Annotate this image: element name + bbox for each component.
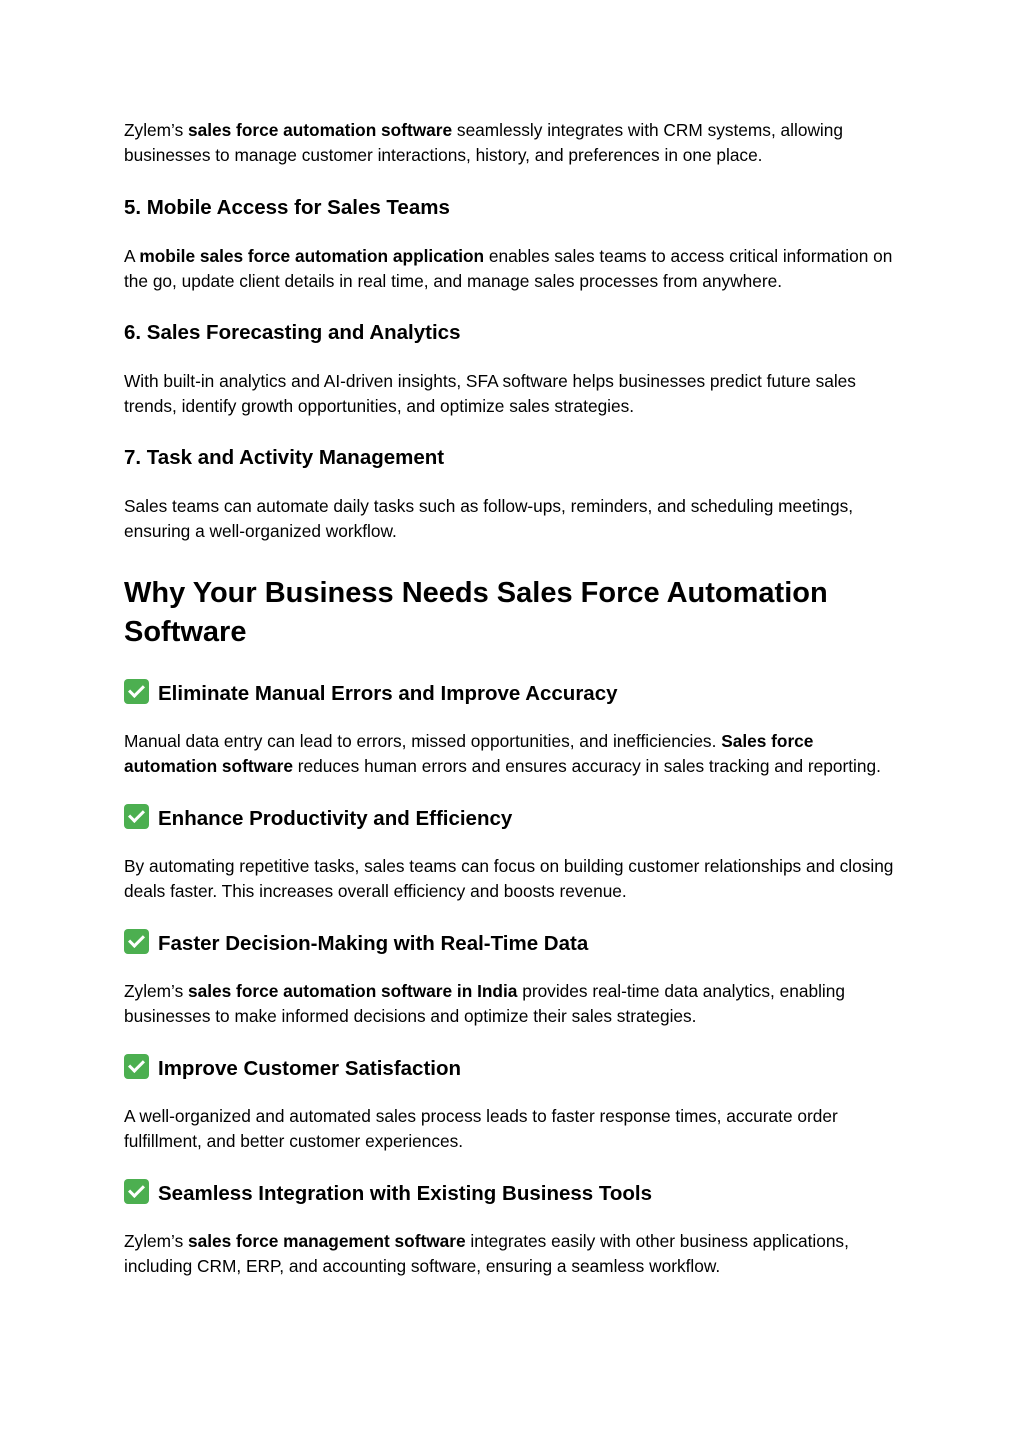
bold-text: mobile sales force automation application xyxy=(139,246,485,266)
bold-text: sales force automation software xyxy=(188,120,453,140)
text-run: seamlessly integrates with CRM systems, allowing businesses to manage customer interactions, history, and preferences in one place. xyxy=(124,120,843,165)
text-run: Zylem’s xyxy=(124,120,189,140)
reason-paragraph-integration xyxy=(124,1229,904,1279)
reason-heading-integration xyxy=(124,1179,924,1207)
check-mark-icon xyxy=(124,679,149,704)
bold-text: Sales force automation software xyxy=(124,731,814,776)
feature-paragraph-mobile-access xyxy=(124,244,894,294)
check-mark-icon xyxy=(124,929,149,954)
text-run: A xyxy=(124,246,140,266)
reason-paragraph-decision-making xyxy=(124,979,894,1029)
check-mark-icon xyxy=(124,1179,149,1204)
reason-heading-text: Faster Decision-Making with Real-Time Data xyxy=(158,932,589,955)
reason-heading-accuracy xyxy=(124,679,924,707)
reason-heading-decision-making xyxy=(124,929,924,957)
text-run: provides real-time data analytics, enabling businesses to make informed decisions and optimize their sales strategies. xyxy=(124,981,845,1026)
reason-heading-productivity xyxy=(124,804,924,832)
check-mark-icon xyxy=(124,804,149,829)
text-run: reduces human errors and ensures accuracy in sales tracking and reporting. xyxy=(293,756,881,776)
feature-paragraph-task-management: Sales teams can automate daily tasks such as follow-ups, reminders, and scheduling meetings, ensuring a well-organized workflow. xyxy=(124,496,854,541)
section-title: Why Your Business Needs Sales Force Automation Software xyxy=(124,577,828,648)
feature-heading-task-management: 7. Task and Activity Management xyxy=(124,446,445,469)
feature-heading-mobile-access: 5. Mobile Access for Sales Teams xyxy=(124,196,450,219)
reason-paragraph-accuracy xyxy=(124,729,894,779)
check-mark-icon xyxy=(124,1054,149,1079)
feature-paragraph-forecasting: With built-in analytics and AI-driven insights, SFA software helps businesses predict future sales trends, identify growth opportunities, and optimize sales strategies. xyxy=(124,371,856,416)
reason-paragraph-productivity: By automating repetitive tasks, sales teams can focus on building customer relationships and closing deals faster. This increases overall efficiency and boosts revenue. xyxy=(124,856,894,901)
reason-heading-text: Seamless Integration with Existing Business Tools xyxy=(158,1182,653,1205)
reason-heading-customer-satisfaction xyxy=(124,1054,924,1082)
bold-text: sales force management software xyxy=(188,1231,466,1251)
reason-paragraph-customer-satisfaction: A well-organized and automated sales process leads to faster response times, accurate order fulfillment, and better customer experiences. xyxy=(124,1106,838,1151)
reason-heading-text: Eliminate Manual Errors and Improve Accuracy xyxy=(158,682,618,705)
reason-heading-text: Improve Customer Satisfaction xyxy=(158,1057,462,1080)
feature-heading-forecasting: 6. Sales Forecasting and Analytics xyxy=(124,321,461,344)
bold-text: sales force automation software in India xyxy=(188,981,518,1001)
text-run: enables sales teams to access critical information on the go, update client details in real time, and manage sales processes from anywhere. xyxy=(124,246,893,291)
text-run: Manual data entry can lead to errors, missed opportunities, and inefficiencies. xyxy=(124,731,722,751)
text-run: Zylem’s xyxy=(124,981,189,1001)
document-page xyxy=(124,118,924,1279)
text-run: integrates easily with other business applications, including CRM, ERP, and accounting software, ensuring a seamless workflow. xyxy=(124,1231,849,1276)
reason-heading-text: Enhance Productivity and Efficiency xyxy=(158,807,513,830)
intro-paragraph xyxy=(124,118,924,168)
text-run: Zylem’s xyxy=(124,1231,189,1251)
